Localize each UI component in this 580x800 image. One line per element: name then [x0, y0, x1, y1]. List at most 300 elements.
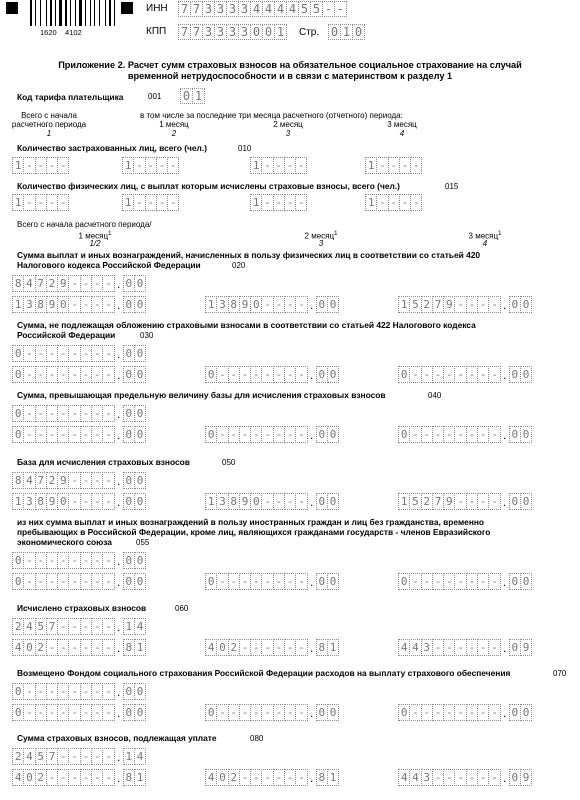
digit-cell: - [239, 426, 251, 443]
digit-cell: - [443, 573, 455, 590]
digit-cell: - [454, 426, 466, 443]
digit-cell: 0 [134, 345, 146, 362]
digit-cell: - [57, 366, 69, 383]
digit-cell: - [376, 194, 388, 211]
barcode-bar [94, 0, 95, 26]
digit-cell: 0 [134, 472, 146, 489]
digit-cell: - [35, 552, 47, 569]
inn-cell[interactable]: 4 [286, 1, 299, 17]
digit-cell: 0 [205, 704, 217, 721]
section-070-month-1[interactable] [12, 704, 146, 721]
digit-cell: 8 [316, 639, 328, 656]
digit-cell: - [23, 194, 35, 211]
digit-cell: - [80, 573, 92, 590]
digit-cell: - [399, 157, 411, 174]
section-080-month-3[interactable] [398, 769, 532, 786]
barcode-bar [40, 0, 41, 26]
digit-cell: - [261, 296, 273, 313]
decimal-point: . [310, 495, 314, 509]
digit-cell: - [466, 493, 478, 510]
decimal-point: . [117, 554, 121, 568]
inn-label: ИНН [146, 3, 168, 14]
inn-cell[interactable]: 4 [274, 1, 287, 17]
digit-cell: 1 [205, 296, 217, 313]
digit-cell: 0 [123, 366, 135, 383]
persons-value-1[interactable] [12, 194, 69, 211]
digit-cell: 4 [134, 618, 146, 635]
inn-cell[interactable]: 4 [250, 1, 263, 17]
digit-cell: - [68, 296, 80, 313]
digit-cell: 4 [23, 748, 35, 765]
section-070-month-2[interactable] [205, 704, 339, 721]
kpp-cell[interactable]: 3 [226, 24, 239, 40]
kpp-cell[interactable]: 3 [238, 24, 251, 40]
digit-cell: - [91, 769, 103, 786]
digit-cell: - [102, 275, 114, 292]
digit-cell: - [284, 769, 296, 786]
digit-cell: 4 [23, 275, 35, 292]
digit-cell: 3 [421, 769, 433, 786]
decimal-point: . [117, 428, 121, 442]
digit-cell: 3 [23, 296, 35, 313]
digit-cell: - [102, 769, 114, 786]
digit-cell: - [273, 639, 285, 656]
digit-cell: - [443, 769, 455, 786]
digit-cell: 4 [409, 769, 421, 786]
section-060-total[interactable] [12, 618, 146, 635]
section-070-month-3[interactable] [398, 704, 532, 721]
digit-cell: - [156, 194, 168, 211]
inn-cell[interactable]: 5 [310, 1, 323, 17]
digit-cell: - [488, 493, 500, 510]
digit-cell: 0 [316, 296, 328, 313]
month3-num-2: 4 [482, 239, 488, 248]
kpp-cell[interactable]: 7 [190, 24, 203, 40]
section-050-total[interactable] [12, 472, 146, 489]
digit-cell: - [91, 366, 103, 383]
digit-cell: - [102, 296, 114, 313]
digit-cell: 9 [46, 296, 58, 313]
digit-cell: 4 [23, 472, 35, 489]
inn-cell[interactable]: 3 [202, 1, 215, 17]
digit-cell: 7 [46, 618, 58, 635]
digit-cell: 2 [12, 618, 24, 635]
digit-cell: 1 [123, 618, 135, 635]
digit-cell: - [432, 769, 444, 786]
digit-cell: - [228, 426, 240, 443]
section-020-month-2[interactable] [205, 296, 339, 313]
digit-cell: 0 [123, 472, 135, 489]
digit-cell: - [409, 366, 421, 383]
digit-cell: - [284, 194, 296, 211]
section-040-total[interactable] [12, 405, 146, 422]
tariff-cell[interactable]: 1 [192, 88, 205, 104]
digit-cell: - [250, 639, 262, 656]
decimal-point: . [117, 347, 121, 361]
digit-cell: 8 [123, 639, 135, 656]
digit-cell: - [57, 345, 69, 362]
digit-cell: 2 [46, 275, 58, 292]
digit-cell: - [23, 573, 35, 590]
digit-cell: - [68, 405, 80, 422]
insured-value-4[interactable] [365, 157, 422, 174]
decimal-point: . [503, 428, 507, 442]
digit-cell: - [80, 472, 92, 489]
page-cell[interactable]: 0 [328, 24, 341, 40]
section-050-month-2[interactable] [205, 493, 339, 510]
digit-cell: 0 [12, 345, 24, 362]
decimal-point: . [117, 368, 121, 382]
digit-cell: - [466, 769, 478, 786]
digit-cell: - [91, 405, 103, 422]
section-020-month-3[interactable] [398, 296, 532, 313]
section-055-month-1[interactable] [12, 573, 146, 590]
digit-cell: - [102, 704, 114, 721]
month3-label: 3 месяц [387, 120, 417, 129]
digit-cell: - [261, 769, 273, 786]
digit-cell: - [250, 704, 262, 721]
digit-cell: 0 [23, 639, 35, 656]
barcode-bar [79, 0, 82, 26]
digit-cell: 0 [509, 366, 521, 383]
section-055-month-3[interactable] [398, 573, 532, 590]
section-070-total[interactable] [12, 683, 146, 700]
barcode-bar [65, 0, 67, 26]
digit-cell: - [488, 573, 500, 590]
digit-cell: 0 [327, 704, 339, 721]
form-title-line2: временной нетрудоспособности и в связи с материнством к разделу 1 [127, 71, 453, 81]
digit-cell: - [68, 493, 80, 510]
digit-cell: - [102, 472, 114, 489]
digit-cell: 0 [520, 573, 532, 590]
digit-cell: - [91, 704, 103, 721]
digit-cell: 0 [327, 573, 339, 590]
digit-cell: - [421, 704, 433, 721]
digit-cell: - [454, 296, 466, 313]
digit-cell: - [432, 573, 444, 590]
digit-cell: - [295, 194, 307, 211]
insured-value-2[interactable] [122, 157, 179, 174]
inn-cell[interactable]: 7 [190, 1, 203, 17]
digit-cell: 8 [228, 296, 240, 313]
decimal-point: . [117, 277, 121, 291]
section-060-month-1[interactable] [12, 639, 146, 656]
digit-cell: 9 [520, 639, 532, 656]
digit-cell: 1 [134, 639, 146, 656]
digit-cell: - [488, 769, 500, 786]
inn-cell[interactable]: - [334, 1, 347, 17]
digit-cell: - [46, 345, 58, 362]
digit-cell: - [91, 345, 103, 362]
digit-cell: 0 [134, 704, 146, 721]
digit-cell: - [80, 275, 92, 292]
digit-cell: 0 [327, 426, 339, 443]
persons-value-2[interactable] [122, 194, 179, 211]
persons-label: Количество физических лиц, с выплат которым исчислены страховые взносы, всего (чел.) [17, 181, 400, 191]
digit-cell: - [23, 366, 35, 383]
digit-cell: - [295, 639, 307, 656]
digit-cell: - [68, 426, 80, 443]
inn-cell[interactable]: 4 [262, 1, 275, 17]
kpp-cell[interactable]: 3 [202, 24, 215, 40]
digit-cell: - [261, 573, 273, 590]
digit-cell: - [167, 157, 179, 174]
digit-cell: 0 [509, 573, 521, 590]
digit-cell: 0 [134, 552, 146, 569]
decimal-point: . [117, 771, 121, 785]
digit-cell: - [454, 366, 466, 383]
digit-cell: - [68, 683, 80, 700]
section-code-020: 020 [232, 261, 246, 270]
section-label-055: из них сумма выплат и иных вознаграждений в пользу иностранных граждан и лиц без гражданства, временно пребывающих в Российской Федерации, кроме лиц, являющихся гражданами государств - членов Евразийского экономического союза [17, 517, 491, 547]
digit-cell: - [477, 296, 489, 313]
kpp-cell[interactable]: 3 [214, 24, 227, 40]
month2-label: 2 месяц [273, 120, 303, 129]
digit-cell: - [91, 493, 103, 510]
digit-cell: - [102, 552, 114, 569]
digit-cell: 1 [12, 194, 24, 211]
digit-cell: - [91, 296, 103, 313]
digit-cell: - [284, 704, 296, 721]
section-code-060: 060 [175, 604, 189, 613]
section-030-month-1[interactable] [12, 366, 146, 383]
section-030-month-3[interactable] [398, 366, 532, 383]
digit-cell: - [91, 618, 103, 635]
decimal-point: . [503, 298, 507, 312]
digit-cell: - [388, 194, 400, 211]
tariff-code: 001 [148, 92, 162, 101]
digit-cell: - [102, 639, 114, 656]
decimal-point: . [503, 641, 507, 655]
barcode-bar [90, 0, 91, 26]
digit-cell: 1 [123, 748, 135, 765]
digit-cell: - [80, 493, 92, 510]
barcode-bar [46, 0, 47, 26]
kpp-cell[interactable]: 1 [274, 24, 287, 40]
section-040-month-1[interactable] [12, 426, 146, 443]
digit-cell: - [409, 704, 421, 721]
digit-cell: - [477, 493, 489, 510]
section-060-month-2[interactable] [205, 639, 339, 656]
section-050-month-1[interactable] [12, 493, 146, 510]
barcode-bar [75, 0, 76, 26]
digit-cell: - [284, 493, 296, 510]
digit-cell: - [145, 157, 157, 174]
barcode-bar [55, 0, 56, 26]
digit-cell: - [46, 157, 58, 174]
digit-cell: 1 [398, 493, 410, 510]
barcode-bar [35, 0, 36, 26]
digit-cell: 9 [239, 493, 251, 510]
digit-cell: 0 [398, 426, 410, 443]
digit-cell: - [102, 405, 114, 422]
digit-cell: - [35, 345, 47, 362]
tariff-field [180, 88, 205, 105]
inn-cell[interactable]: 3 [238, 1, 251, 17]
digit-cell: - [454, 493, 466, 510]
digit-cell: - [216, 426, 228, 443]
section-040-month-2[interactable] [205, 426, 339, 443]
section-060-month-3[interactable] [398, 639, 532, 656]
digit-cell: - [216, 704, 228, 721]
inn-cell[interactable]: 7 [178, 1, 191, 17]
section-030-month-2[interactable] [205, 366, 339, 383]
kpp-cell[interactable]: 7 [178, 24, 191, 40]
digit-cell: - [46, 769, 58, 786]
digit-cell: 1 [327, 639, 339, 656]
digit-cell: - [68, 472, 80, 489]
page-cell[interactable]: 1 [340, 24, 353, 40]
digit-cell: - [35, 194, 47, 211]
digit-cell: - [432, 366, 444, 383]
section-055-total[interactable] [12, 552, 146, 569]
digit-cell: - [57, 618, 69, 635]
digit-cell: 0 [134, 405, 146, 422]
digit-cell: 0 [250, 296, 262, 313]
inn-cell[interactable]: - [322, 1, 335, 17]
section-030-total[interactable] [12, 345, 146, 362]
persons-value-3[interactable] [250, 194, 307, 211]
digit-cell: 1 [122, 157, 134, 174]
digit-cell: - [477, 639, 489, 656]
digit-cell: 0 [509, 704, 521, 721]
digit-cell: - [46, 426, 58, 443]
decimal-point: . [117, 750, 121, 764]
digit-cell: - [295, 573, 307, 590]
digit-cell: 4 [12, 639, 24, 656]
kpp-cell[interactable]: 0 [262, 24, 275, 40]
month1-num: 2 [171, 129, 177, 138]
decimal-point: . [310, 641, 314, 655]
digit-cell: 8 [12, 275, 24, 292]
tariff-cell[interactable]: 0 [180, 88, 193, 104]
digit-cell: 0 [23, 769, 35, 786]
digit-cell: - [57, 194, 69, 211]
digit-cell: 0 [12, 573, 24, 590]
digit-cell: - [68, 704, 80, 721]
section-055-month-2[interactable] [205, 573, 339, 590]
digit-cell: - [228, 366, 240, 383]
digit-cell: - [295, 366, 307, 383]
digit-cell: 4 [12, 769, 24, 786]
digit-cell: - [23, 405, 35, 422]
inn-field [178, 1, 347, 18]
digit-cell: 0 [327, 493, 339, 510]
digit-cell: - [102, 345, 114, 362]
digit-cell: - [273, 426, 285, 443]
digit-cell: 5 [409, 296, 421, 313]
section-050-month-3[interactable] [398, 493, 532, 510]
section-020-month-1[interactable] [12, 296, 146, 313]
digit-cell: 0 [509, 296, 521, 313]
digit-cell: 0 [520, 493, 532, 510]
digit-cell: - [421, 426, 433, 443]
digit-cell: 0 [205, 573, 217, 590]
digit-cell: - [23, 426, 35, 443]
decimal-point: . [117, 641, 121, 655]
digit-cell: - [273, 573, 285, 590]
digit-cell: - [35, 426, 47, 443]
digit-cell: - [284, 157, 296, 174]
digit-cell: - [35, 683, 47, 700]
section-040-month-3[interactable] [398, 426, 532, 443]
section-label-020: Сумма выплат и иных вознаграждений, начисленных в пользу физических лиц в соответствии со статьей 420 Налогового кодекса Российской Федерации [17, 250, 481, 270]
digit-cell: - [273, 366, 285, 383]
digit-cell: - [57, 769, 69, 786]
digit-cell: - [284, 296, 296, 313]
digit-cell: 0 [12, 683, 24, 700]
digit-cell: - [57, 552, 69, 569]
digit-cell: - [239, 769, 251, 786]
digit-cell: 0 [509, 493, 521, 510]
section-080-month-2[interactable] [205, 769, 339, 786]
barcode-bar [50, 0, 52, 26]
digit-cell: 0 [134, 275, 146, 292]
persons-value-4[interactable] [365, 194, 422, 211]
month1-label-2: 1 месяц$^1$ [78, 231, 112, 241]
barcode-bar [105, 0, 106, 26]
digit-cell: - [91, 552, 103, 569]
digit-cell: 1 [327, 769, 339, 786]
digit-cell: 1 [12, 493, 24, 510]
digit-cell: - [91, 472, 103, 489]
insured-value-3[interactable] [250, 157, 307, 174]
digit-cell: 0 [123, 573, 135, 590]
digit-cell: - [477, 769, 489, 786]
section-080-total[interactable] [12, 748, 146, 765]
digit-cell: 0 [398, 366, 410, 383]
digit-cell: 1 [122, 194, 134, 211]
kpp-cell[interactable]: 0 [250, 24, 263, 40]
digit-cell: - [284, 366, 296, 383]
digit-cell: - [102, 493, 114, 510]
digit-cell: - [80, 405, 92, 422]
inn-cell[interactable]: 5 [298, 1, 311, 17]
page-cell[interactable]: 0 [352, 24, 365, 40]
section-label-050: База для исчисления страховых взносов [17, 457, 190, 467]
inn-cell[interactable]: 3 [214, 1, 227, 17]
digit-cell: - [477, 573, 489, 590]
digit-cell: - [443, 704, 455, 721]
digit-cell: - [46, 573, 58, 590]
digit-cell: - [57, 405, 69, 422]
page-label: Стр. [299, 27, 320, 38]
section-020-total[interactable] [12, 275, 146, 292]
digit-cell: - [295, 769, 307, 786]
digit-cell: 0 [123, 345, 135, 362]
digit-cell: 8 [35, 493, 47, 510]
digit-cell: 4 [205, 769, 217, 786]
decimal-point: . [310, 428, 314, 442]
digit-cell: - [68, 618, 80, 635]
decimal-point: . [310, 771, 314, 785]
digit-cell: - [261, 704, 273, 721]
section-label-060: Исчислено страховых взносов [17, 603, 147, 613]
since-start-label-2: Всего с начала расчетного периода/ [17, 220, 152, 229]
section-080-month-1[interactable] [12, 769, 146, 786]
digit-cell: - [466, 704, 478, 721]
digit-cell: - [46, 405, 58, 422]
digit-cell: - [46, 194, 58, 211]
including-label: в том числе за последние три месяца расчетного (отчетного) периода: [140, 111, 403, 120]
digit-cell: - [250, 769, 262, 786]
digit-cell: 0 [509, 426, 521, 443]
digit-cell: - [466, 573, 478, 590]
digit-cell: 0 [316, 366, 328, 383]
digit-cell: 5 [35, 618, 47, 635]
inn-cell[interactable]: 3 [226, 1, 239, 17]
insured-value-1[interactable] [12, 157, 69, 174]
